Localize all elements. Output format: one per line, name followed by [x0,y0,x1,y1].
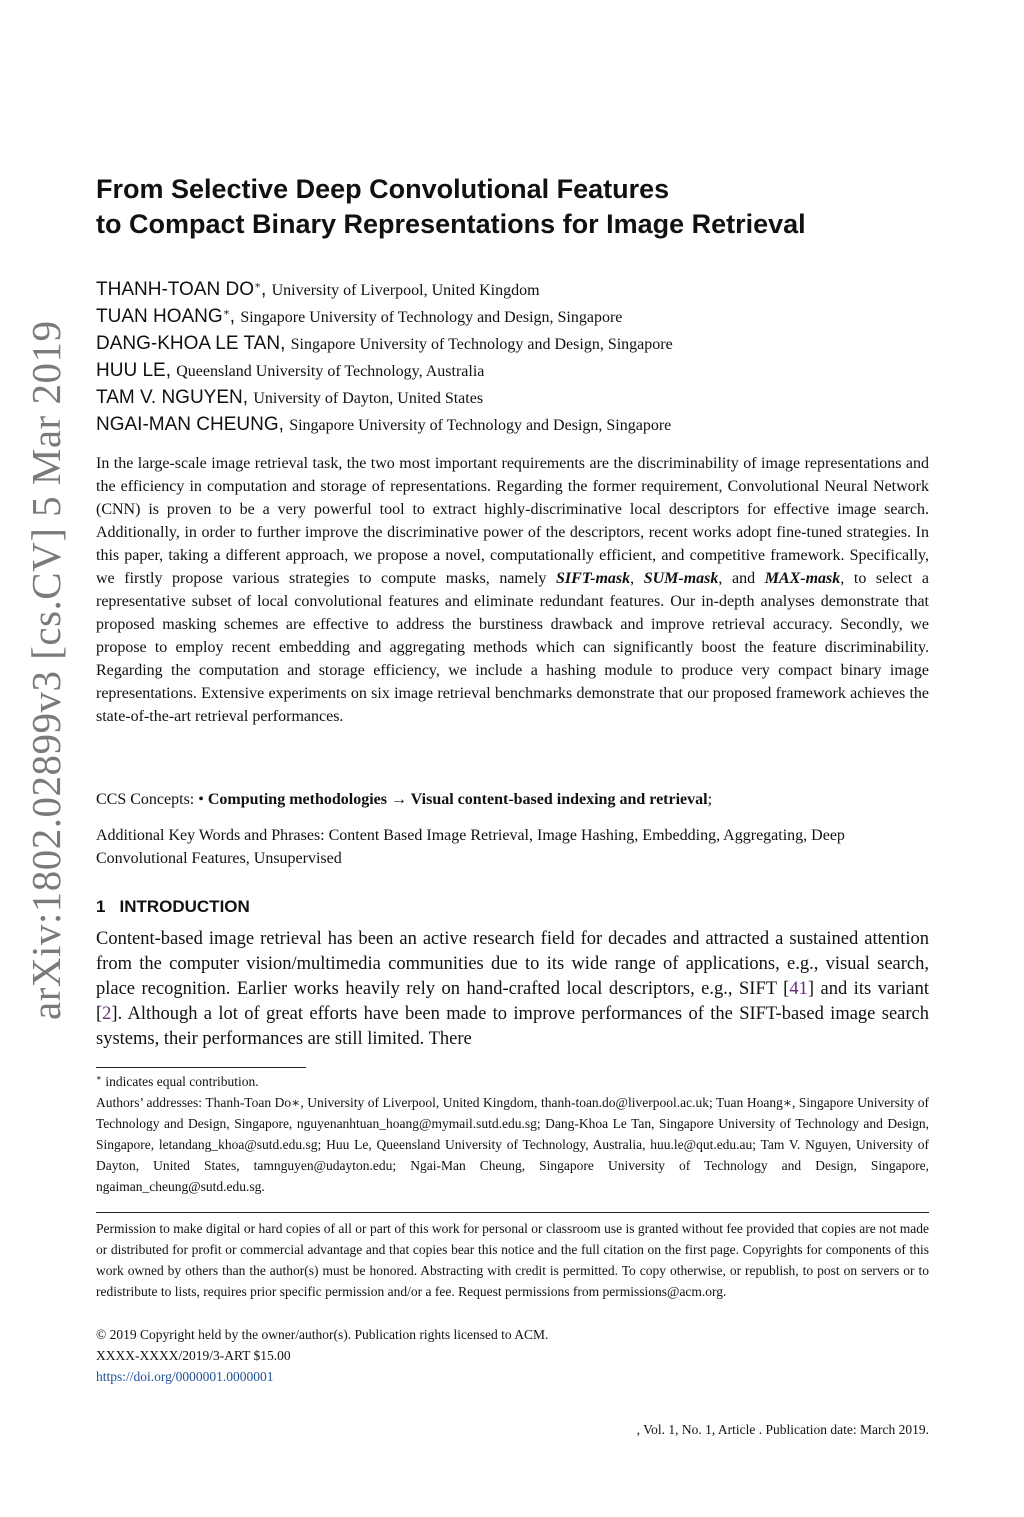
ccs-end: ; [707,791,713,808]
abstract-separator: , [630,570,644,587]
author-entry: TAM V. NGUYEN, University of Dayton, United States [96,387,484,408]
permission-divider [96,1212,929,1213]
author-entry: DANG-KHOA LE TAN, Singapore University of Technology and Design, Singapore [96,333,673,354]
ccs-label: CCS Concepts: • [96,791,208,808]
section-heading [96,895,250,919]
copyright-line: © 2019 Copyright held by the owner/author(s). Publication rights licensed to ACM. [96,1327,549,1342]
author-entry: THANH-TOAN DO∗, University of Liverpool, United Kingdom [96,279,540,300]
author-entry: TUAN HOANG∗, Singapore University of Technology and Design, Singapore [96,306,623,327]
author-affiliation: University of Liverpool, United Kingdom [271,282,540,299]
intro-text: Content-based image retrieval has been an active research field for decades and attracted a sustained attention from the computer vision/multimedia communities due to its wide range of applications, e.g., visual search, place recognition. Earlier works heavily rely on hand-crafted local descriptors, e.g., SIFT [ [96,929,929,999]
author-affiliation: Singapore University of Technology and Design, Singapore [289,417,672,434]
citation-link[interactable]: 41 [789,979,808,999]
abstract-separator: , and [718,570,765,587]
author-name: NGAI-MAN CHEUNG [96,414,279,435]
section-title: INTRODUCTION [119,897,250,916]
author-name: DANG-KHOA LE TAN [96,333,281,354]
abstract-text: , to select a representative subset of local convolutional features and eliminate redundant features. Our in-depth analyses demonstrate that proposed masking schemes are effective to address the burstiness drawback and improve retrieval accuracy. Secondly, we propose to employ recent embedding and aggregating methods which can significantly boost the feature discriminability. Regarding the computation and storage efficiency, we include a hashing module to produce very compact binary image representations. Extensive experiments on six image retrieval benchmarks demonstrate that our proposed framework achieves the state-of-the-art retrieval performances. [96,570,930,725]
title-line-1: From Selective Deep Convolutional Features [96,174,670,204]
equal-contribution-mark: ∗ [253,280,262,292]
author-affiliation: Singapore University of Technology and Design, Singapore [240,309,623,326]
section-number: 1 [96,897,106,916]
introduction-paragraph [96,927,929,1052]
footnote-mark: ∗ [96,1072,102,1083]
equal-contribution-mark: ∗ [222,307,230,319]
equal-contribution-footnote [96,1072,929,1092]
doi-link[interactable]: https://doi.org/0000001.0000001 [96,1369,274,1384]
ccs-concepts [96,788,929,811]
author-entry: HUU LE, Queensland University of Technology, Australia [96,360,485,381]
max-mask-term: MAX-mask [764,570,841,587]
paper-title [96,172,926,242]
abstract-text: In the large-scale image retrieval task, the two most important requirements are the discriminability of image representations and the efficiency in computation and storage of representations. Regarding the former requirement, Convolutional Neural Network (CNN) is proven to be a very powerful tool to extract highly-discriminative local descriptors for effective image search. Additionally, in order to further improve the discriminative power of the descriptors, recent works adopt fine-tuned strategies. In this paper, taking a different approach, we propose a novel, computationally efficient, and competitive framework. Specifically, we firstly propose various strategies to compute masks, namely [96,455,929,587]
intro-text: ]. Although a lot of great efforts have been made to improve performances of the SIFT-based image search systems, their performances are still limited. There [96,1004,929,1049]
sum-mask-term: SUM-mask [643,570,719,587]
author-list [96,276,936,438]
intro-text: ] and its variant [ [96,979,929,1024]
author-entry: NGAI-MAN CHEUNG, Singapore University of Technology and Design, Singapore [96,414,672,435]
footnote-text: indicates equal contribution. [101,1074,259,1089]
author-name: HUU LE [96,360,166,381]
arxiv-identifier-stamp: arXiv:1802.02899v3 [cs.CV] 5 Mar 2019 [23,320,69,1020]
abstract [96,452,929,728]
title-line-2: to Compact Binary Representations for Image Retrieval [96,209,806,239]
ccs-concept: Computing methodologies → Visual content-based indexing and retrieval [207,791,708,808]
permission-statement: Permission to make digital or hard copies of all or part of this work for personal or classroom use is granted without fee provided that copies are not made or distributed for profit or commercial advantage and that copies bear this notice and the full citation on the first page. Copyrights for components of this work owned by others than the author(s) must be honored. Abstracting with credit is permitted. To copy otherwise, or republish, to post on servers or to redistribute to lists, requires prior specific permission and/or a fee. Request permissions from permissions@acm.org. [96,1221,929,1299]
issn-line: XXXX-XXXX/2019/3-ART $15.00 [96,1348,291,1363]
author-name: THANH-TOAN DO [96,279,254,300]
author-name: TUAN HOANG [96,306,223,327]
publication-metadata [96,1324,929,1387]
footnote-divider [96,1067,306,1068]
citation-link[interactable]: 2 [102,1004,112,1024]
author-name: TAM V. NGUYEN [96,387,243,408]
keywords: Additional Key Words and Phrases: Content Based Image Retrieval, Image Hashing, Embedding, Aggregating, Deep Convolutional Features, Unsupervised [96,827,845,867]
author-addresses-footnote: Authors’ addresses: Thanh-Toan Do∗, University of Liverpool, United Kingdom, thanh-toan.do@liverpool.ac.uk; Tuan Hoang∗, Singapore University of Technology and Design, Singapore, nguyenanhtuan_hoang@mymail.sutd.edu.sg; Dang-Khoa Le Tan, Singapore University of Technology and Design, Singapore, letandang_khoa@sutd.edu.sg; Huu Le, Queensland University of Technology, Australia, huu.le@qut.edu.au; Tam V. Nguyen, University of Dayton, United States, tamnguyen@udayton.edu; Ngai-Man Cheung, Singapore University of Technology and Design, Singapore, ngaiman_cheung@sutd.edu.sg. [96,1095,929,1194]
author-affiliation: University of Dayton, United States [253,390,484,407]
sift-mask-term: SIFT-mask [556,570,631,587]
author-affiliation: Queensland University of Technology, Australia [176,363,485,380]
page-footer: , Vol. 1, No. 1, Article . Publication date: March 2019. [636,1422,929,1437]
author-affiliation: Singapore University of Technology and Design, Singapore [290,336,673,353]
